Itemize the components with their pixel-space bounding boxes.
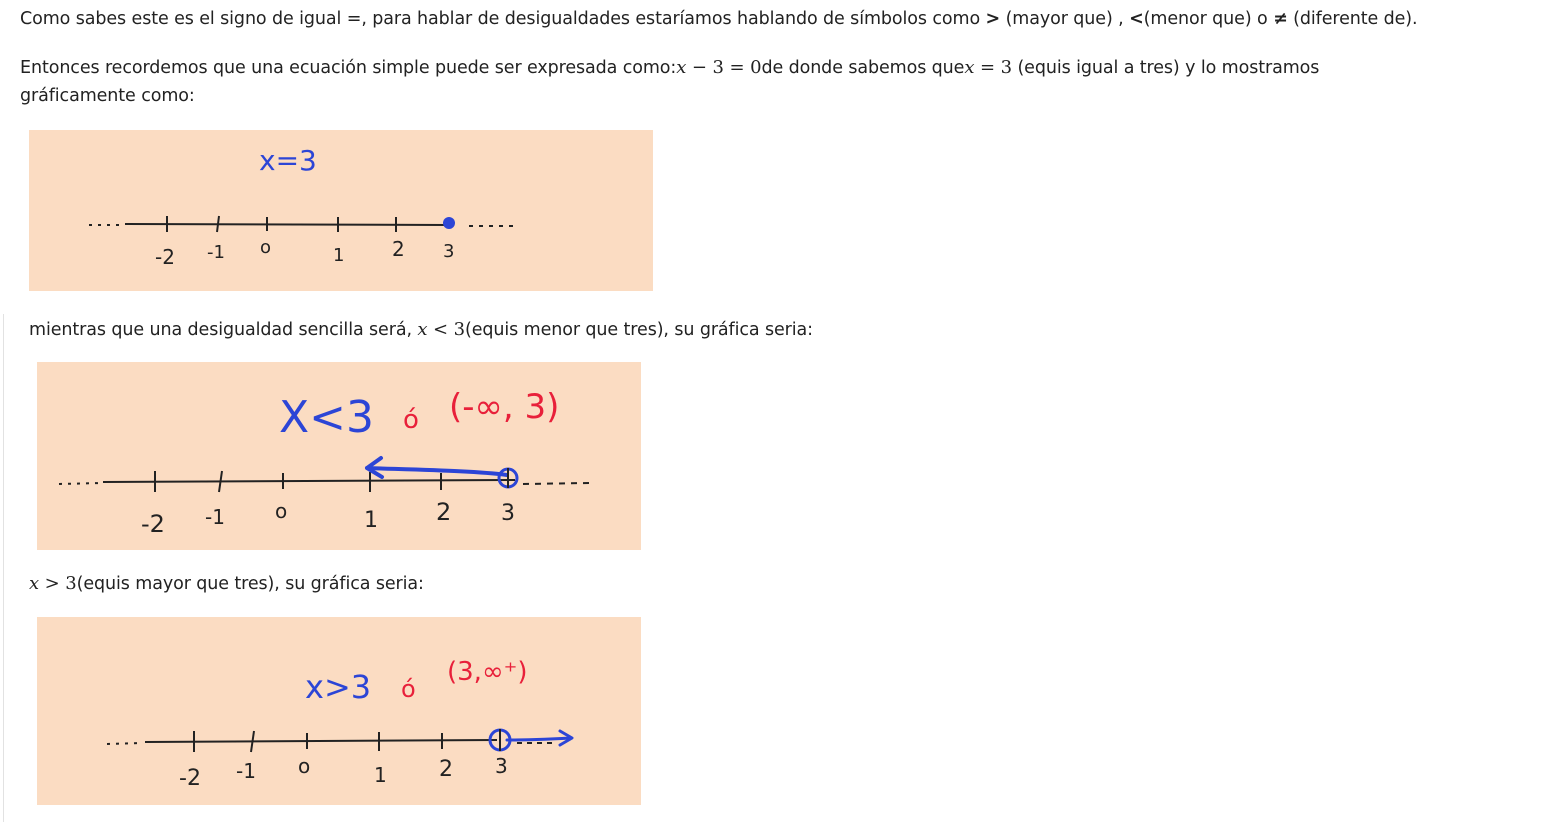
less-than-symbol: < [1129, 9, 1144, 29]
tick-label: 2 [439, 757, 453, 782]
tick-label: 1 [374, 763, 387, 787]
solution-point [443, 217, 455, 229]
not-equal-symbol: ≠ [1273, 9, 1288, 29]
dots-right [523, 483, 589, 484]
tick-label: 3 [501, 501, 515, 526]
number-line-axis [103, 480, 515, 482]
tick-label: o [275, 499, 288, 523]
greater-than-label: (mayor que) , [1000, 9, 1130, 29]
paragraph-ecuacion-line2 [20, 82, 195, 111]
equation-expression: − 3 = 0 [686, 57, 762, 78]
text-graficamente: gráficamente como: [20, 86, 195, 106]
tick-label: -2 [155, 245, 175, 269]
number-line-axis [145, 740, 497, 742]
number-line-x-equals-3 [29, 130, 653, 291]
figure-connector: ó [401, 675, 416, 703]
figure-title: X<3 [279, 392, 375, 443]
tick-label: o [260, 237, 272, 258]
number-line-axis [125, 224, 449, 225]
figure-interval: (3,∞⁺) [447, 657, 528, 687]
solution-arrow [507, 738, 571, 740]
inequality-expression: < 3 [427, 319, 466, 340]
tick-label: -1 [236, 759, 256, 783]
dots-left [59, 483, 101, 484]
inequality-expression: > 3 [39, 573, 77, 594]
figure-connector: ó [403, 405, 419, 435]
left-border-rule [3, 314, 4, 822]
solution-expression: = 3 [974, 57, 1012, 78]
inequality-variable: x [417, 319, 428, 340]
tick-label: 3 [443, 241, 455, 262]
figure-interval: (-∞, 3) [449, 387, 560, 427]
text-equis-mayor: (equis mayor que tres), su gráfica seria: [76, 574, 424, 594]
paragraph-ecuacion-simple [20, 53, 1319, 83]
equation-variable: x [676, 57, 687, 78]
text-equis-igual: (equis igual a tres) y lo mostramos [1011, 58, 1320, 78]
tick-label: -2 [179, 766, 201, 791]
paragraph-mayor-que [29, 569, 424, 599]
text-desigualdad-intro: mientras que una desigualdad sencilla será, [29, 320, 418, 340]
tick-label: -1 [205, 505, 225, 529]
figure-x-greater-than-3 [37, 617, 641, 805]
tick-label: 2 [436, 498, 452, 526]
paragraph-menor-que [29, 315, 813, 345]
solution-arrow [367, 468, 507, 475]
figure-x-equals-3 [29, 130, 653, 291]
tick-mark [217, 216, 219, 232]
text-ecuacion-intro: Entonces recordemos que una ecuación simple puede ser expresada como: [20, 58, 677, 78]
number-line-x-greater-than-3 [37, 617, 641, 805]
tick-label: 2 [392, 237, 405, 261]
text-intro: Como sabes este es el signo de igual =, para hablar de desigualdades estaríamos hablando de símbolos como [20, 9, 986, 29]
greater-than-symbol: > [985, 9, 1001, 29]
figure-title: x>3 [305, 668, 372, 706]
tick-label: -1 [207, 242, 225, 263]
figure-title: x=3 [259, 144, 317, 177]
text-equis-menor: (equis menor que tres), su gráfica seria: [465, 320, 813, 340]
tick-label: 3 [495, 754, 508, 778]
tick-label: -2 [141, 510, 165, 538]
tick-label: 1 [333, 245, 345, 266]
not-equal-label: (diferente de). [1287, 9, 1418, 29]
less-than-label: (menor que) o [1143, 9, 1274, 29]
figure-x-less-than-3 [37, 362, 641, 550]
inequality-variable: x [29, 573, 40, 594]
solution-variable: x [964, 57, 975, 78]
number-line-x-less-than-3 [37, 362, 641, 550]
paragraph-signo-igual [20, 5, 1417, 34]
tick-label: 1 [364, 508, 378, 533]
tick-label: o [298, 754, 311, 778]
dots-left [107, 743, 143, 744]
text-de-donde: de donde sabemos que [761, 58, 965, 78]
